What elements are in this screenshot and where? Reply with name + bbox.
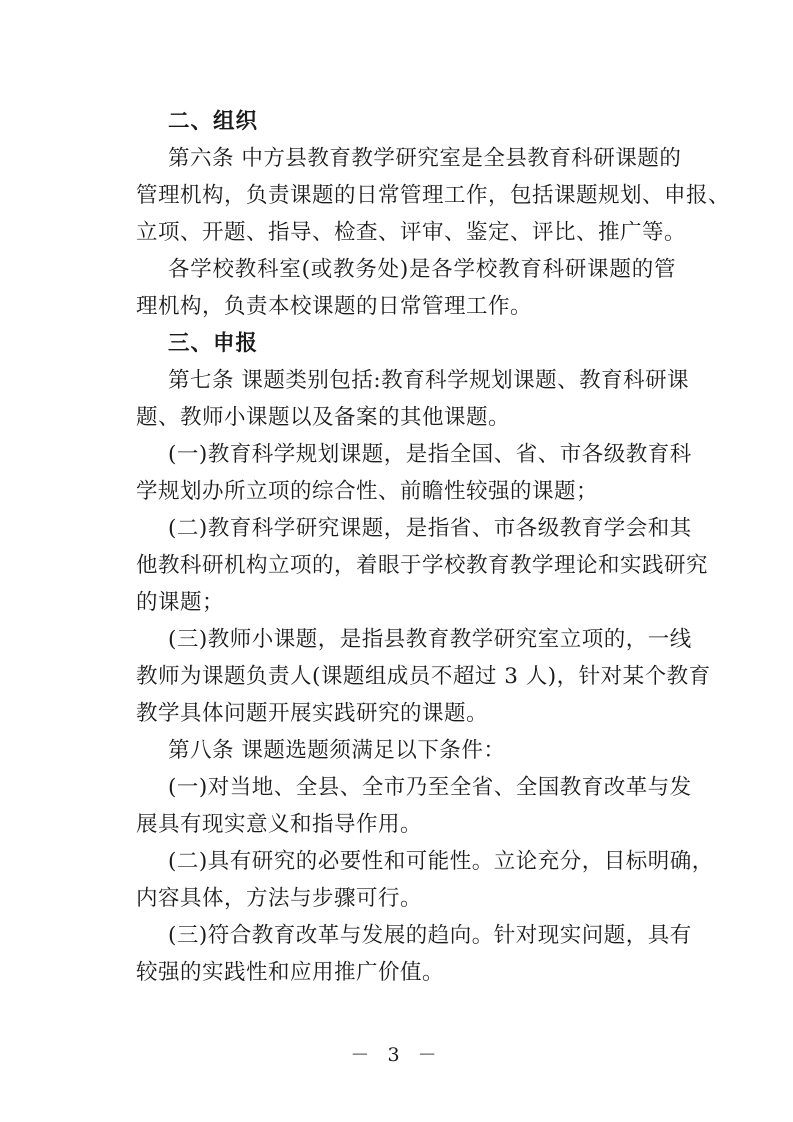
category-3-line-2: 教师为课题负责人(课题组成员不超过 3 人)，针对某个教育 [136,664,711,689]
article-6-line-2: 管理机构，负责课题的日常管理工作，包括课题规划、申报、 [136,183,731,208]
article-6-line-1: 第六条 中方县教育教学研究室是全县教育科研课题的 [168,146,682,171]
category-3-line-1: (三)教师小课题，是指县教育教学研究室立项的，一线 [168,627,692,652]
article-8-line-1: 第八条 课题选题须满足以下条件： [168,738,506,763]
category-1-line-1: (一)教育科学规划课题，是指全国、省、市各级教育科 [168,442,692,467]
condition-3-line-2: 较强的实践性和应用推广价值。 [136,960,445,985]
school-office-line-1: 各学校教科室(或教务处)是各学校教育科研课题的管 [168,257,676,282]
article-7-line-1: 第七条 课题类别包括:教育科学规划课题、教育科研课 [168,368,690,393]
condition-1-line-1: (一)对当地、全县、全市乃至全省、全国教育改革与发 [168,775,692,800]
category-3-line-3: 教学具体问题开展实践研究的课题。 [136,701,489,726]
condition-1-line-2: 展具有现实意义和指导作用。 [136,812,423,837]
category-2-line-3: 的课题； [136,590,225,615]
condition-2-line-2: 内容具体，方法与步骤可行。 [136,886,423,911]
condition-2-line-1: (二)具有研究的必要性和可能性。立论充分，目标明确， [168,849,714,874]
category-2-line-1: (二)教育科学研究课题，是指省、市各级教育学会和其 [168,516,692,541]
category-2-line-2: 他教科研机构立项的，着眼于学校教育教学理论和实践研究 [136,553,709,578]
condition-3-line-1: (三)符合教育改革与发展的趋向。针对现实问题，具有 [168,923,692,948]
school-office-line-2: 理机构，负责本校课题的日常管理工作。 [136,294,533,319]
article-6-line-3: 立项、开题、指导、检查、评审、鉴定、评比、推广等。 [136,220,687,245]
section-heading-organization: 二、组织 [168,109,259,134]
page-number: － 3 － [350,1044,443,1066]
section-heading-application: 三、申报 [168,331,259,356]
article-7-line-2: 题、教师小课题以及备案的其他课题。 [136,405,511,430]
category-1-line-2: 学规划办所立项的综合性、前瞻性较强的课题； [136,479,599,504]
